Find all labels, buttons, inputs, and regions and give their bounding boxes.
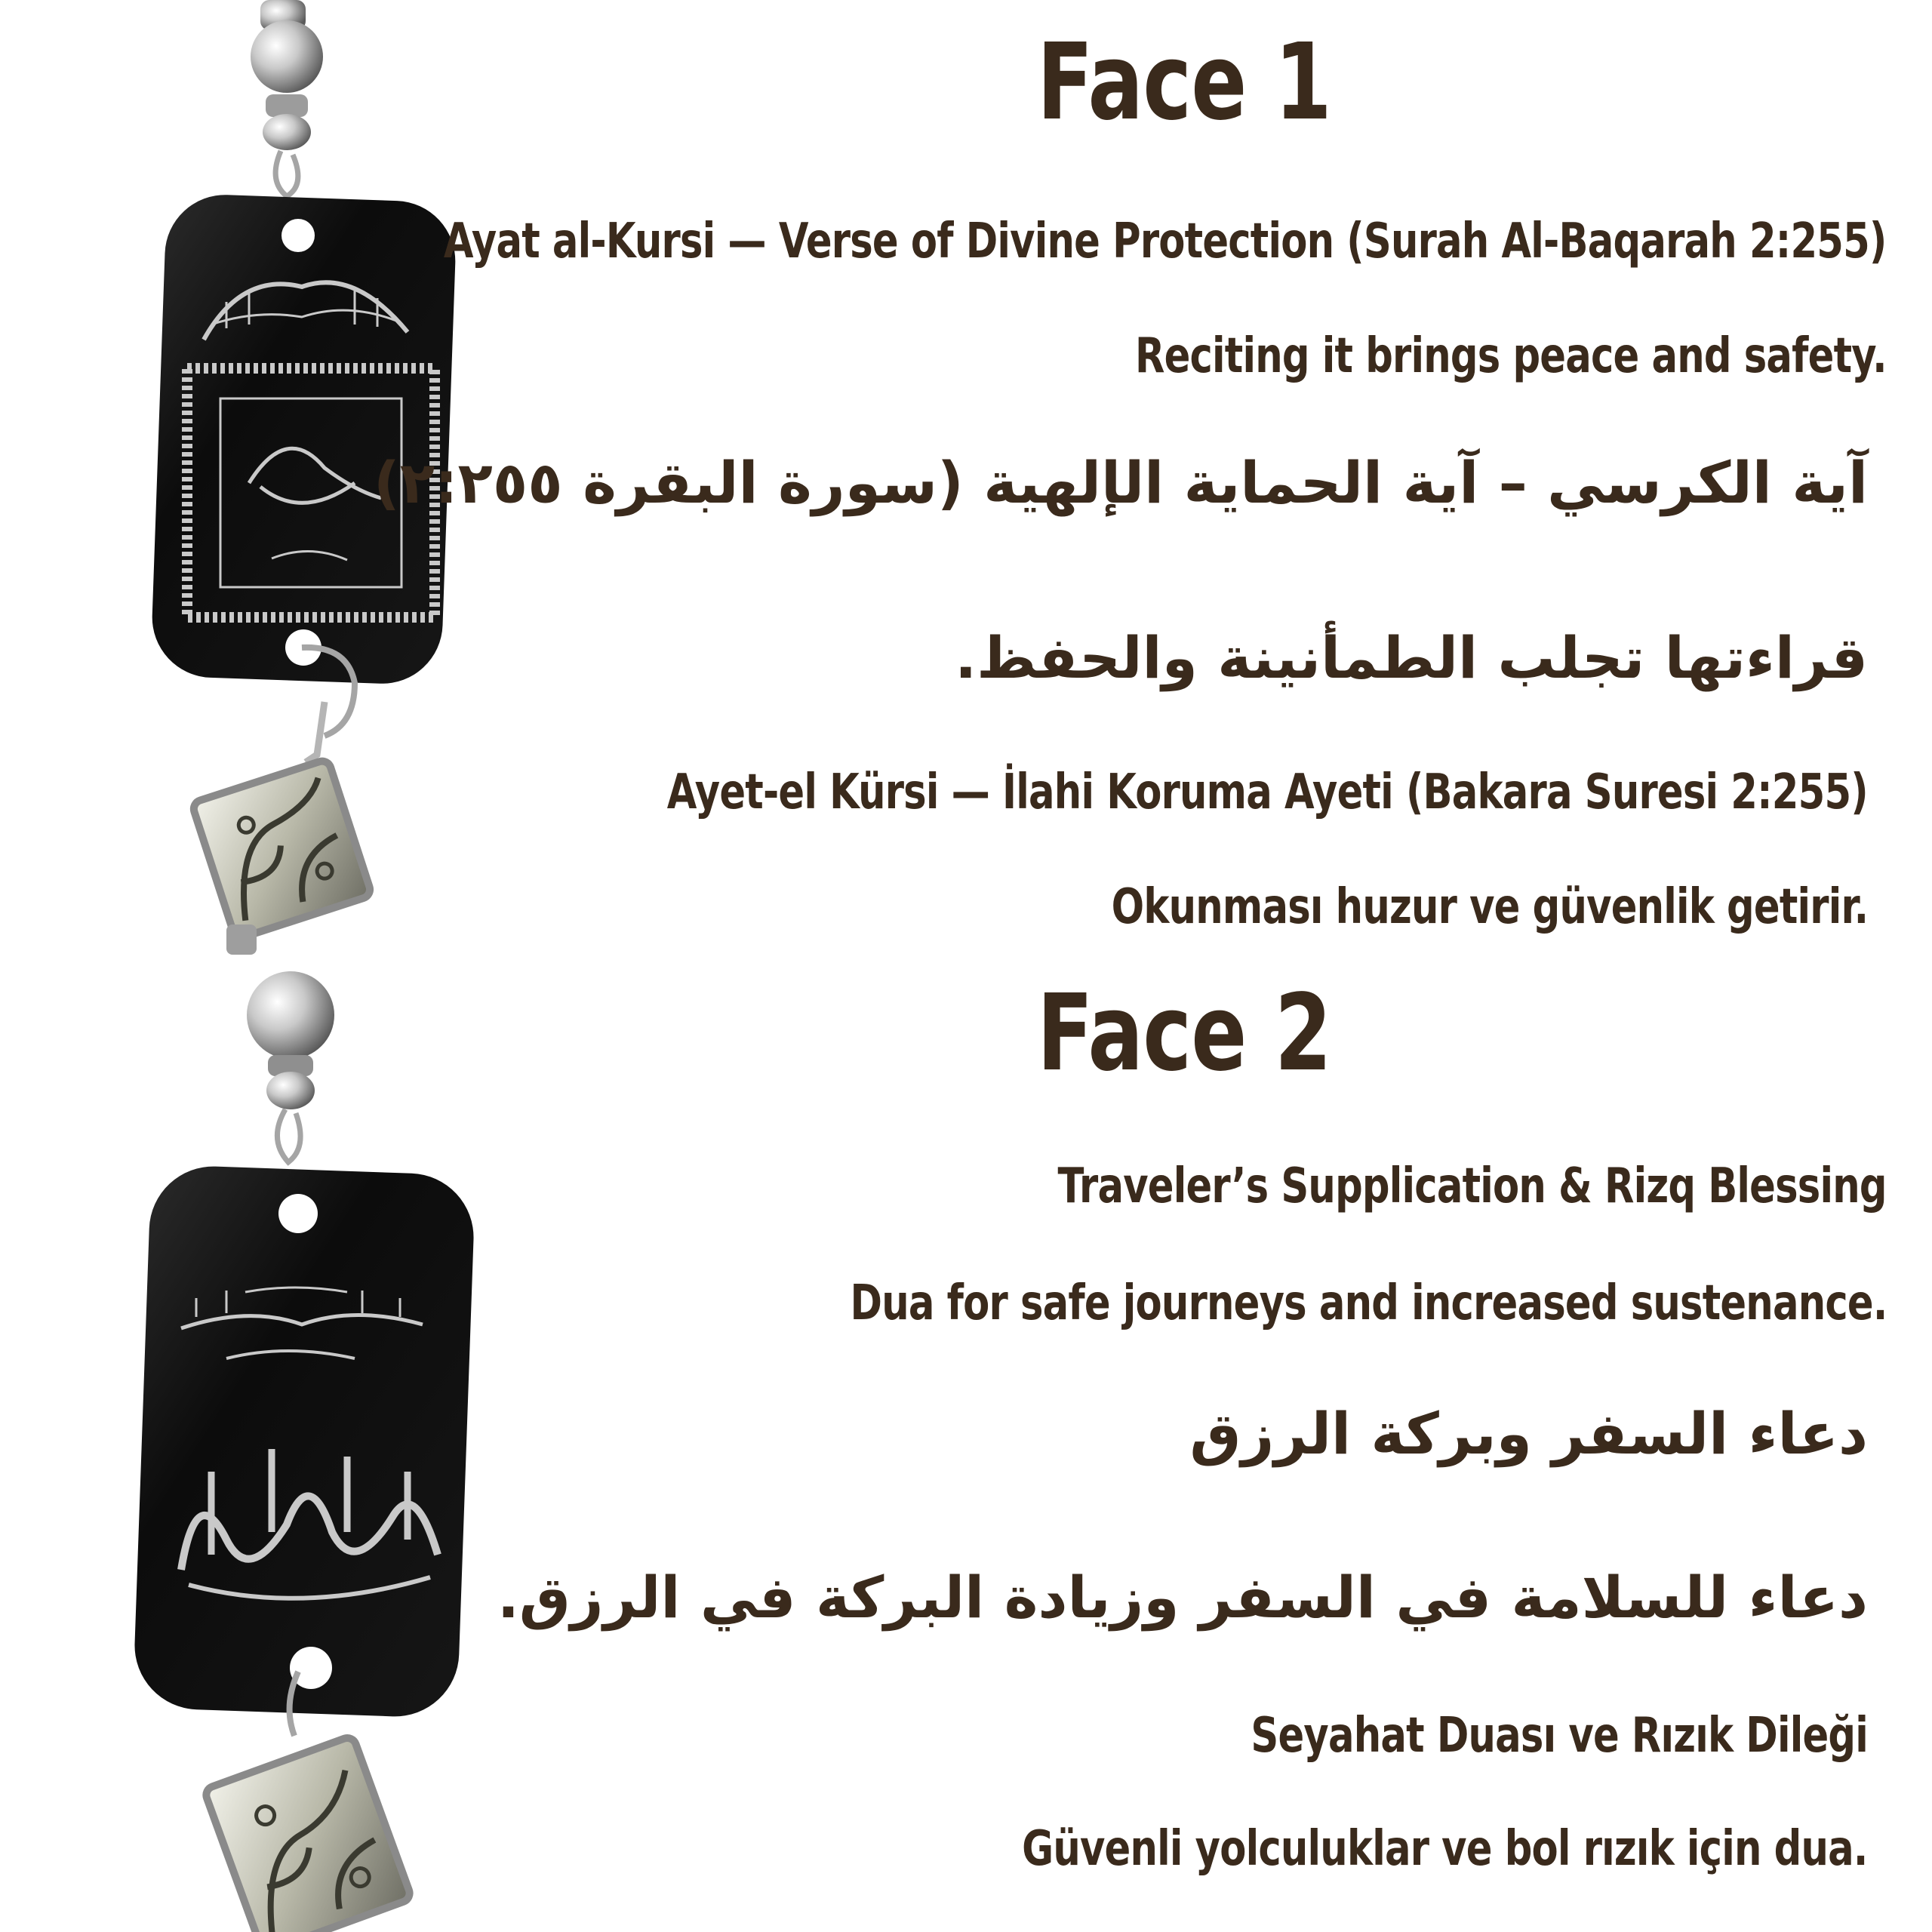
jump-ring (277, 1109, 300, 1162)
face-1-arabic-description: قراءتها تجلب الطمأنينة والحفظ. (955, 624, 1868, 691)
pendant-face-2 (133, 971, 476, 1932)
tag-hole (281, 219, 315, 252)
dog-tag (150, 192, 457, 685)
jump-ring (275, 151, 298, 196)
face-2-arabic-title: دعاء السفر وبركة الرزق (1189, 1400, 1868, 1467)
metal-bead (251, 20, 323, 93)
face-2-english-title: Traveler’s Supplication & Rizq Blessing (1057, 1158, 1887, 1214)
spacer-bead (266, 94, 308, 117)
filigree-cube-charm (204, 1736, 412, 1932)
metal-bead (247, 971, 334, 1059)
face-1-english-title: Ayat al-Kursi — Verse of Divine Protection (Surah Al-Baqarah 2:255) (444, 214, 1887, 269)
filigree-cube-charm (192, 759, 372, 940)
face-2-turkish-title: Seyahat Duası ve Rızık Dileği (1251, 1708, 1868, 1764)
tag-hole (278, 1194, 318, 1233)
face-1-turkish-description: Okunması huzur ve güvenlik getirir. (1111, 879, 1868, 935)
dog-tag (133, 1164, 476, 1719)
face-1-heading: Face 1 (1037, 21, 1331, 144)
face-1-turkish-title: Ayet-el Kürsi — İlahi Koruma Ayeti (Bakara Suresi 2:255) (666, 764, 1868, 820)
face-2-heading: Face 2 (1037, 972, 1331, 1095)
product-photo (0, 0, 528, 1932)
clasp (306, 702, 325, 762)
face-1-english-description: Reciting it brings peace and safety. (1135, 328, 1887, 384)
face-2-arabic-description: دعاء للسلامة في السفر وزيادة البركة في الرزق. (497, 1564, 1868, 1631)
spacer-bead (263, 114, 311, 150)
face-2-turkish-description: Güvenli yolculuklar ve bol rızık için dua. (1022, 1821, 1868, 1877)
face-1-arabic-title: آية الكرسي – آية الحماية الإلهية (سورة البقرة ٢:٢٥٥) (373, 449, 1868, 516)
spacer-bead (266, 1072, 315, 1109)
charm-bail (226, 924, 257, 955)
face-2-english-description: Dua for safe journeys and increased sustenance. (850, 1275, 1887, 1331)
